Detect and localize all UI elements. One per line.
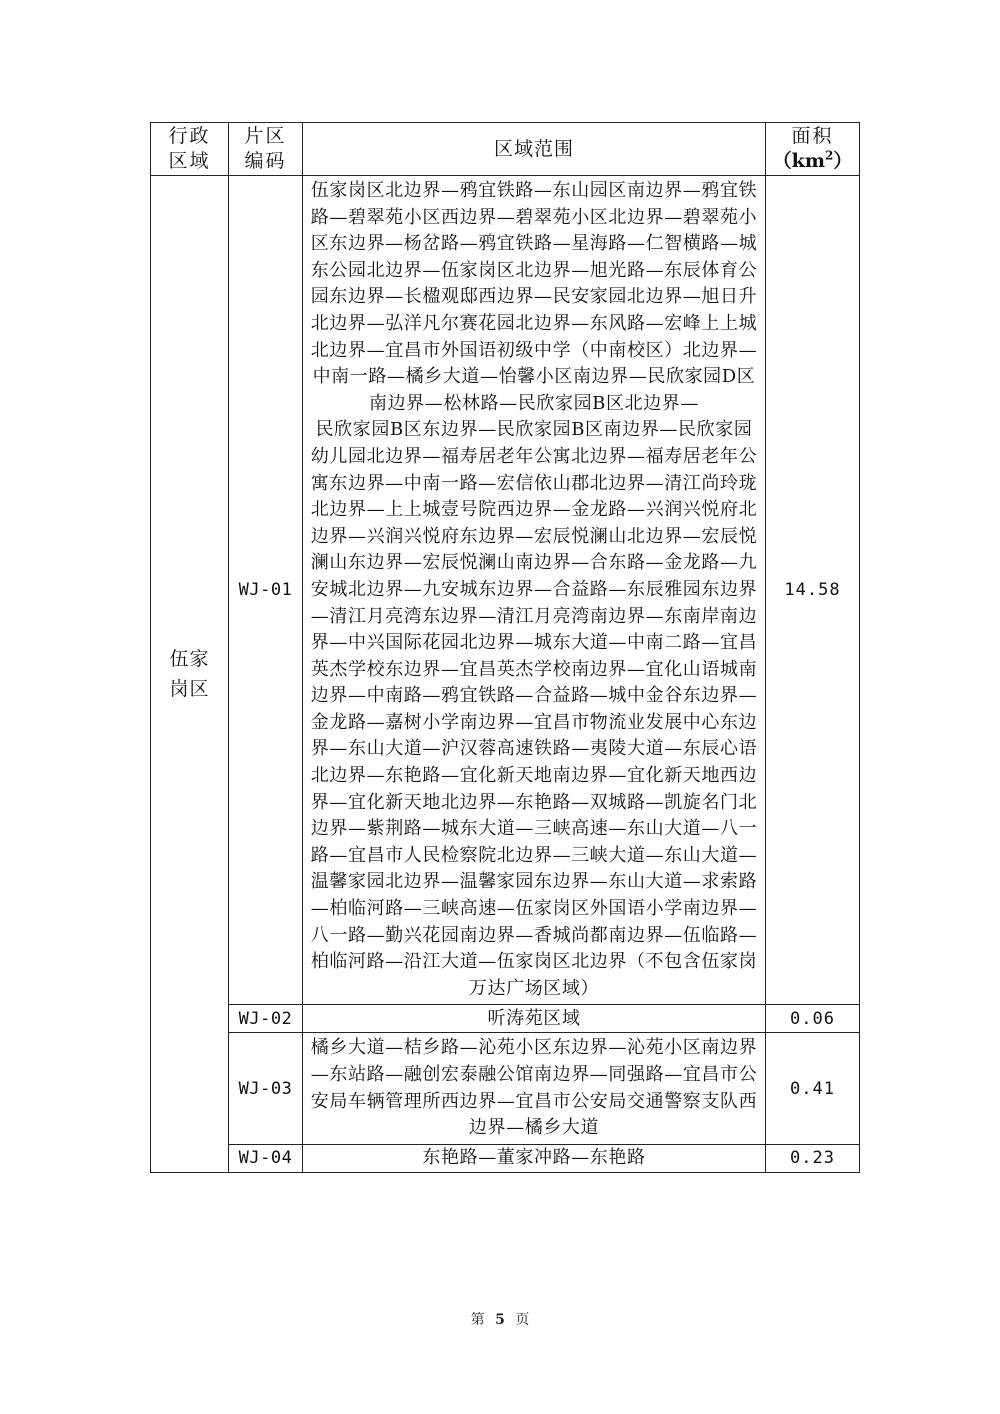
header-region-text: 行政区域	[168, 125, 211, 172]
range-wj-01-part1: 伍家岗区北边界—鸦宜铁路—东山园区南边界—鸦宜铁路—碧翠苑小区西边界—碧翠苑小区北边界—碧翠苑小区东边界—杨岔路—鸦宜铁路—星海路—仁智横路—城东公园北边界—伍家岗区北边界—旭光路—东辰体育公园东边界—长楹观邸西边界—民安家园北边界—旭日升北边界—弘洋凡尔赛花园北边界—东风路—宏峰上上城北边界—宜昌市外国语初级中学（中南校区）北边界—中南一路—橘乡大道—怡馨小区南边界—民欣家园D区南边界—松林路—民欣家园B区北边界—	[310, 180, 758, 414]
header-area-unit-text: （km	[772, 150, 825, 172]
table-row	[151, 176, 860, 1005]
table-row	[151, 1144, 860, 1172]
header-area-unit-sup: 2	[824, 148, 834, 163]
header-area	[766, 123, 860, 176]
page-footer	[0, 1309, 1000, 1329]
range-cell-wj-03: 橘乡大道—桔乡路—沁苑小区东边界—沁苑小区南边界—东站路—融创宏泰融公馆南边界—同强路—宜昌市公安局车辆管理所西边界—宜昌市公安局交通警察支队西边界—橘乡大道	[303, 1033, 766, 1144]
header-region	[151, 123, 229, 176]
footer-prefix: 第	[470, 1312, 485, 1328]
code-cell-wj-01: WJ-01	[229, 176, 303, 1005]
table-row	[151, 1005, 860, 1033]
area-cell-wj-04: 0.23	[766, 1144, 860, 1172]
range-wj-01-part2: 民欣家园B区东边界—民欣家园B区南边界—民欣家园幼儿园北边界—福寿居老年公寓北边界—福寿居老年公寓东边界—中南一路—宏信依山郡北边界—清江尚玲珑北边界—上上城壹号院西边界—金龙路—兴润兴悦府北边界—兴润兴悦府东边界—宏辰悦澜山北边界—宏辰悦澜山东边界—宏辰悦澜山南边界—合东路—金龙路—九安城北边界—九安城东边界—合益路—东辰雅园东边界—清江月亮湾东边界—清江月亮湾南边界—东南岸南边界—中兴国际花园北边界—城东大道—中南二路—宜昌英杰学校东边界—宜昌英杰学校南边界—宜化山语城南边界—中南路—鸦宜铁路—合益路—城中金谷东边界—金龙路—嘉树小学南边界—宜昌市物流业发展中心东边界—东山大道—沪汉蓉高速铁路—夷陵大道—东辰心语北边界—东艳路—宜化新天地南边界—宜化新天地西边界—宜化新天地北边界—东艳路—双城路—凯旋名门北边界—紫荆路—城东大道—三峡高速—东山大道—八一路—宜昌市人民检察院北边界—三峡大道—东山大道—温馨家园北边界—温馨家园东边界—东山大道—求索路—柏临河路—三峡高速—伍家岗区外国语小学南边界—八一路—勤兴花园南边界—香城尚都南边界—伍临路—柏临河路—沿江大道—伍家岗区北边界（不包含伍家岗万达广场区域）	[310, 419, 758, 999]
table-header-row	[151, 123, 860, 176]
header-range-text: 区域范围	[493, 137, 574, 160]
code-cell-wj-04: WJ-04	[229, 1144, 303, 1172]
range-cell-wj-04: 东艳路—董家冲路—东艳路	[303, 1144, 766, 1172]
zone-table	[150, 122, 860, 1173]
region-name: 伍家岗区	[169, 647, 210, 700]
header-code	[229, 123, 303, 176]
header-range	[303, 123, 766, 176]
area-cell-wj-02: 0.06	[766, 1005, 860, 1033]
range-cell-wj-01	[303, 176, 766, 1005]
header-code-text: 片区编码	[244, 125, 287, 172]
table-row	[151, 1033, 860, 1144]
code-cell-wj-03: WJ-03	[229, 1033, 303, 1144]
region-cell	[151, 176, 229, 1173]
range-cell-wj-02: 听涛苑区域	[303, 1005, 766, 1033]
footer-suffix: 页	[515, 1312, 530, 1328]
code-cell-wj-02: WJ-02	[229, 1005, 303, 1033]
area-cell-wj-03: 0.41	[766, 1033, 860, 1144]
page-number: 5	[495, 1312, 505, 1328]
area-cell-wj-01: 14.58	[766, 176, 860, 1005]
header-area-label: 面积	[791, 125, 834, 147]
header-area-unit-close: ）	[833, 150, 853, 172]
header-area-unit	[766, 149, 859, 174]
